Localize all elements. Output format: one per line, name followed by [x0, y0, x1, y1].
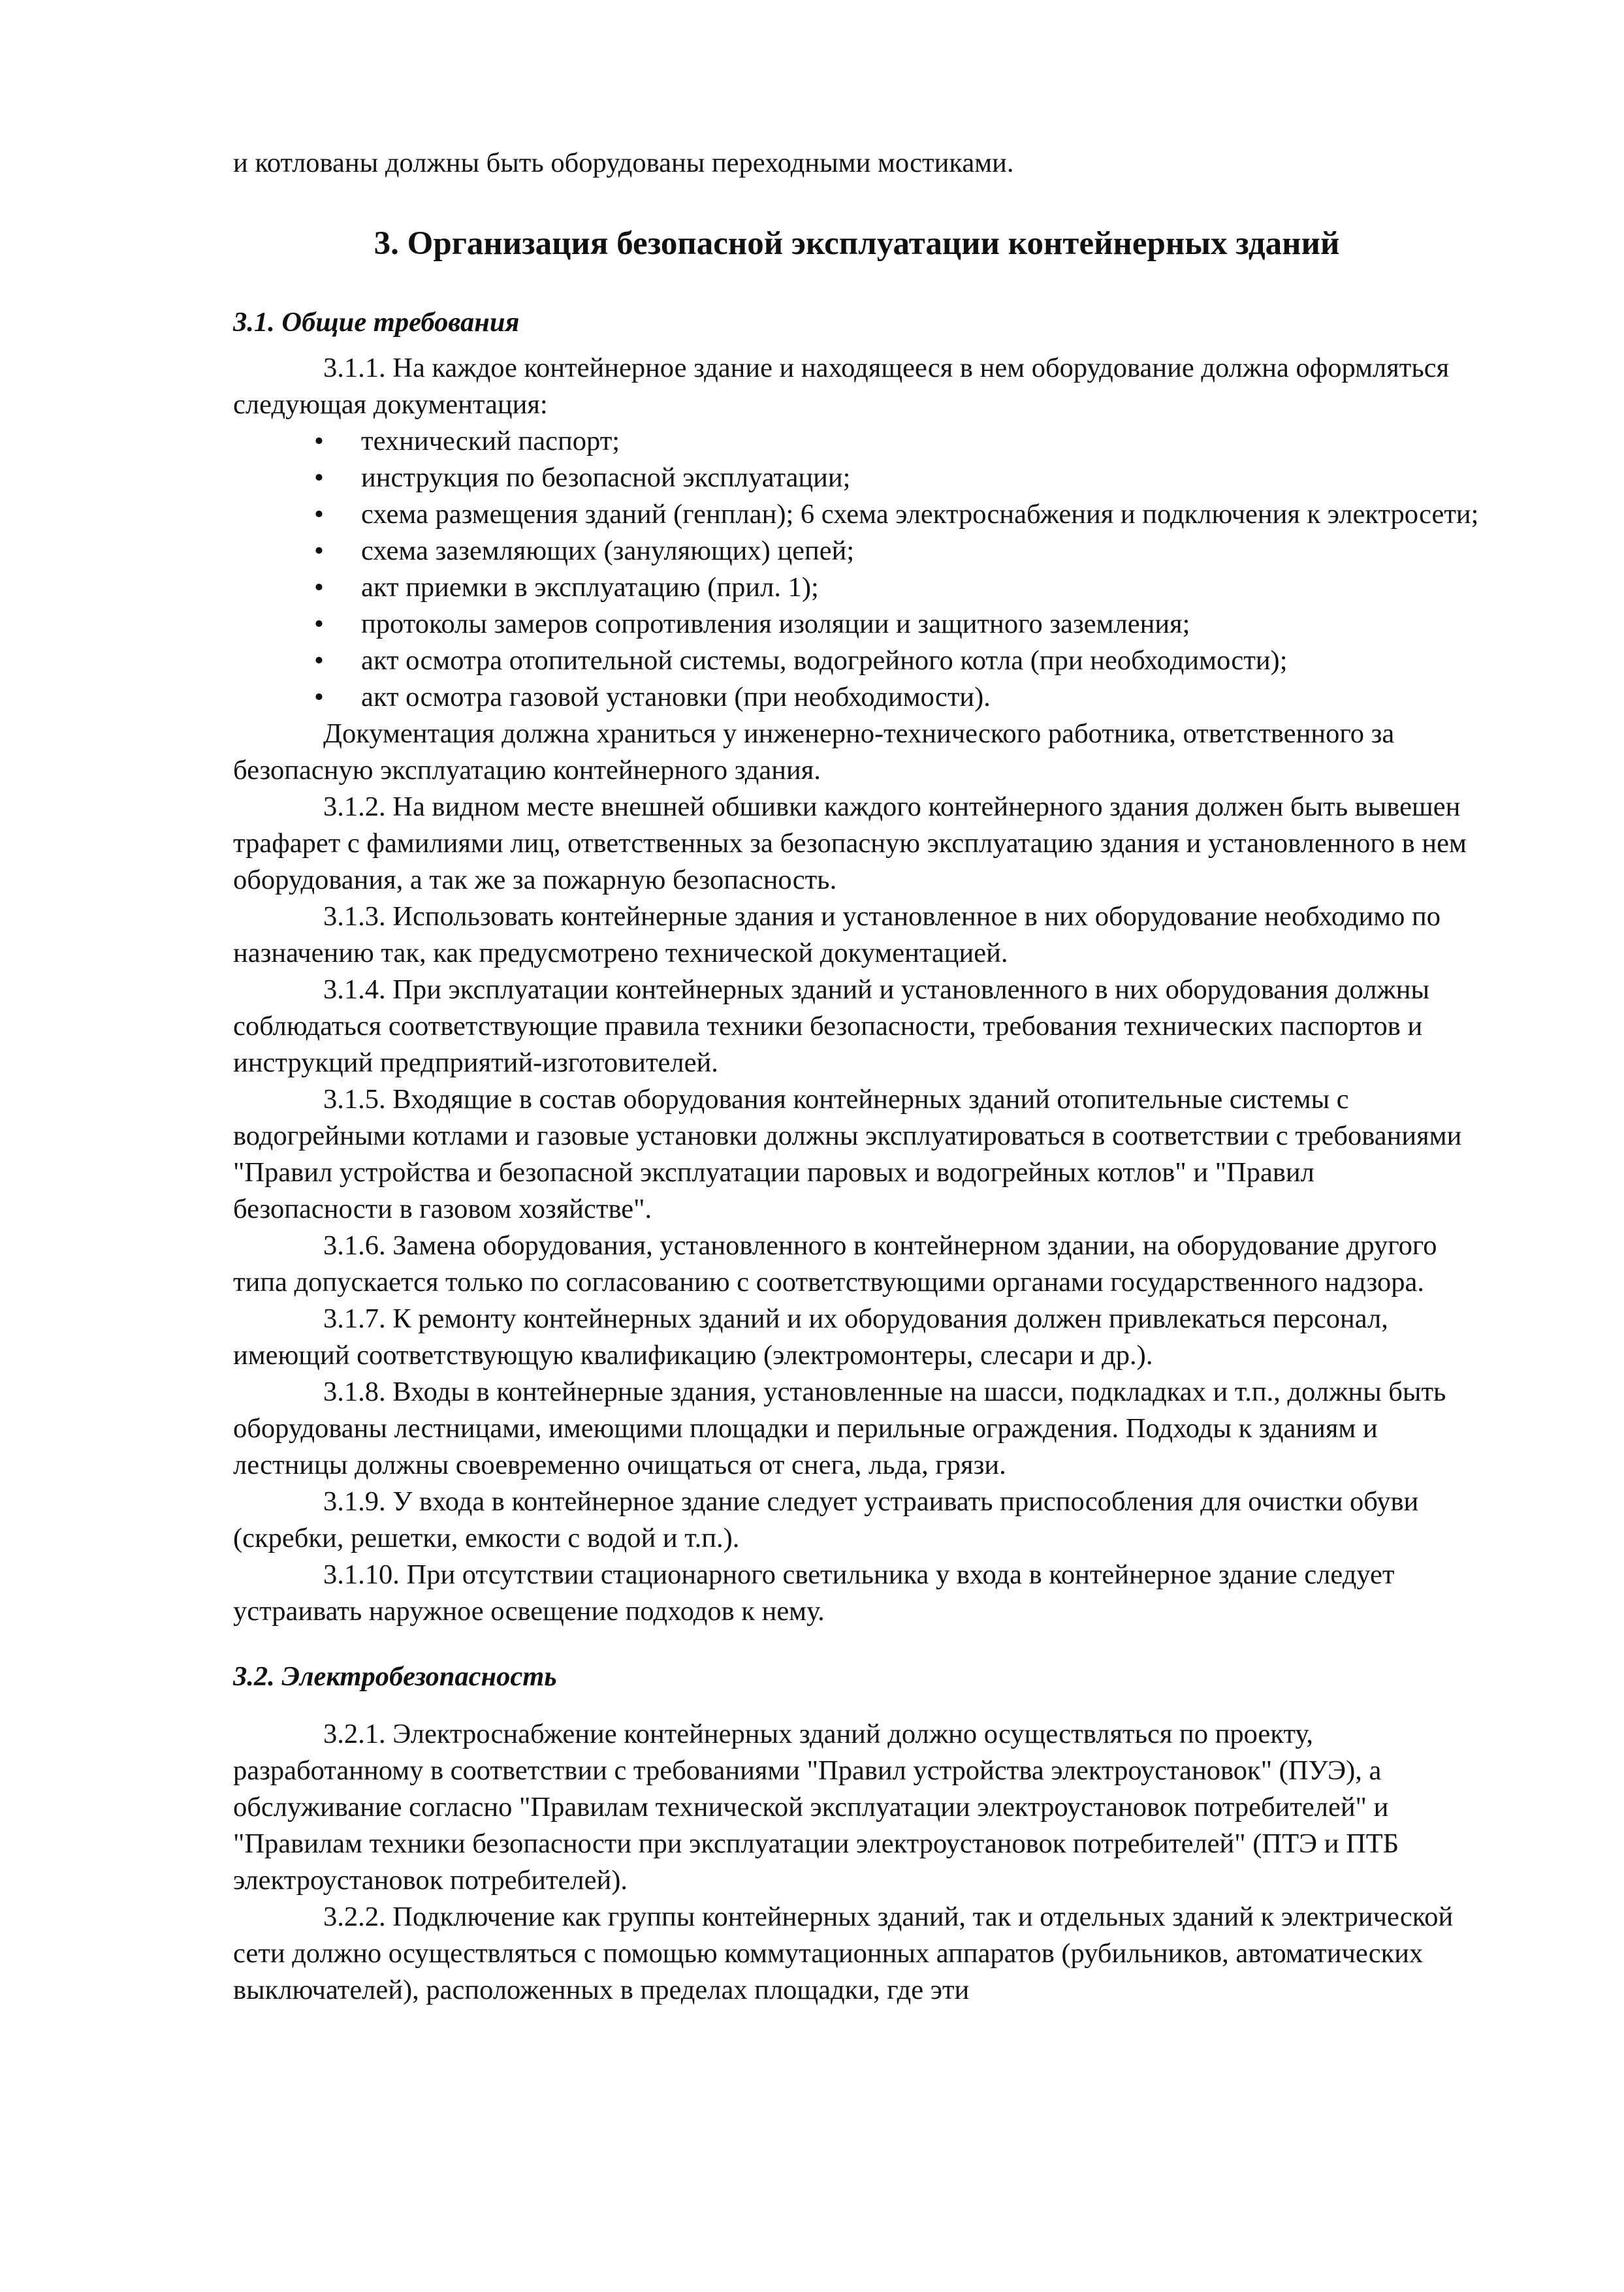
paragraph-3-1-9: 3.1.9. У входа в контейнерное здание следует устраивать приспособления для очистки обуви (скребки, решетки, емкости с водой и т.п.). [233, 1486, 1419, 1553]
list-item-text: схема заземляющих (зануляющих) цепей; [361, 535, 855, 566]
list-item [314, 679, 1480, 716]
paragraph-3-1-3: 3.1.3. Использовать контейнерные здания и установленное в них оборудование необходимо по назначению так, как предусмотрено технической документацией. [233, 901, 1441, 968]
bullet-icon: • [314, 609, 324, 639]
intro-line: и котлованы должны быть оборудованы переходными мостиками. [233, 148, 1014, 178]
bullet-icon: • [314, 645, 324, 676]
list-item [314, 606, 1480, 643]
paragraph-3-2-2: 3.2.2. Подключение как группы контейнерных зданий, так и отдельных зданий к электрической сети должно осуществляться с помощью коммутационных аппаратов (рубильников, автоматических выключателей), расположенных в пределах площадки, где эти [233, 1902, 1454, 2005]
documentation-list [233, 423, 1480, 716]
paragraph-3-1-2: 3.1.2. На видном месте внешней обшивки каждого контейнерного здания должен быть вывешен трафарет с фамилиями лиц, ответственных за безопасную эксплуатацию здания и установленного в нем оборудования, а так же за пожарную безопасность. [233, 791, 1467, 895]
paragraph-3-1-1: 3.1.1. На каждое контейнерное здание и находящееся в нем оборудование должна оформляться следующая документация: [233, 353, 1450, 420]
list-item-text: акт осмотра отопительной системы, водогрейного котла (при необходимости); [361, 645, 1288, 676]
list-item [314, 533, 1480, 569]
paragraph-3-1-8: 3.1.8. Входы в контейнерные здания, установленные на шасси, подкладках и т.п., должны быть оборудованы лестницами, имеющими площадки и перильные ограждения. Подходы к зданиям и лестницы должны своевременно очищаться от снега, льда, грязи. [233, 1377, 1446, 1480]
bullet-icon: • [314, 462, 324, 493]
paragraph-3-1-10: 3.1.10. При отсутствии стационарного светильника у входа в контейнерное здание следует устраивать наружное освещение подходов к нему. [233, 1559, 1395, 1627]
list-item-text: схема размещения зданий (генплан); 6 схема электроснабжения и подключения к электросети; [361, 499, 1479, 530]
section-title: 3. Организация безопасной эксплуатации контейнерных зданий [374, 225, 1340, 262]
list-item [314, 496, 1480, 533]
paragraph-3-1-4: 3.1.4. При эксплуатации контейнерных зданий и установленного в них оборудования должны соблюдаться соответствующие правила техники безопасности, требования технических паспортов и инструкций предприятий-изготовителей. [233, 974, 1430, 1078]
bullet-icon: • [314, 572, 324, 603]
list-item [314, 569, 1480, 606]
bullet-icon: • [314, 426, 324, 456]
list-item-text: инструкция по безопасной эксплуатации; [361, 462, 851, 493]
paragraph-3-1-6: 3.1.6. Замена оборудования, установленного в контейнерном здании, на оборудование другого типа допускается только по согласованию с соответствующими органами государственного надзора. [233, 1230, 1437, 1297]
subsection-heading-electrical-safety: 3.2. Электробезопасность [233, 1661, 557, 1692]
bullet-icon: • [314, 682, 324, 712]
bullet-icon: • [314, 535, 324, 566]
list-item-text: протоколы замеров сопротивления изоляции и защитного заземления; [361, 609, 1190, 639]
list-item-text: акт приемки в эксплуатацию (прил. 1); [361, 572, 819, 603]
paragraph-3-1-5: 3.1.5. Входящие в состав оборудования контейнерных зданий отопительные системы с водогрейными котлами и газовые установки должны эксплуатироваться в соответствии с требованиями "Правил устройства и безопасной эксплуатации паровых и водогрейных котлов" и "Правил безопасности в газовом хозяйстве". [233, 1084, 1462, 1224]
paragraph-3-2-1: 3.2.1. Электроснабжение контейнерных зданий должно осуществляться по проекту, разработанному в соответствии с требованиями "Правил устройства электроустановок" (ПУЭ), а обслуживание согласно "Правилам технической эксплуатации электроустановок потребителей" и "Правилам техники безопасности при эксплуатации электроустановок потребителей" (ПТЭ и ПТБ электроустановок потребителей). [233, 1719, 1399, 1896]
subsection-heading-general: 3.1. Общие требования [233, 307, 520, 338]
list-item [314, 460, 1480, 496]
list-item-text: технический паспорт; [361, 426, 620, 456]
bullet-icon: • [314, 499, 324, 530]
list-item [314, 423, 1480, 460]
paragraph-documentation-storage: Документация должна храниться у инженерно-технического работника, ответственного за безопасную эксплуатацию контейнерного здания. [233, 718, 1395, 786]
paragraph-3-1-7: 3.1.7. К ремонту контейнерных зданий и их оборудования должен привлекаться персонал, имеющий соответствующую квалификацию (электромонтеры, слесари и др.). [233, 1303, 1388, 1371]
document-body [233, 145, 1480, 2009]
list-item-text: акт осмотра газовой установки (при необходимости). [361, 682, 991, 712]
list-item [314, 643, 1480, 679]
